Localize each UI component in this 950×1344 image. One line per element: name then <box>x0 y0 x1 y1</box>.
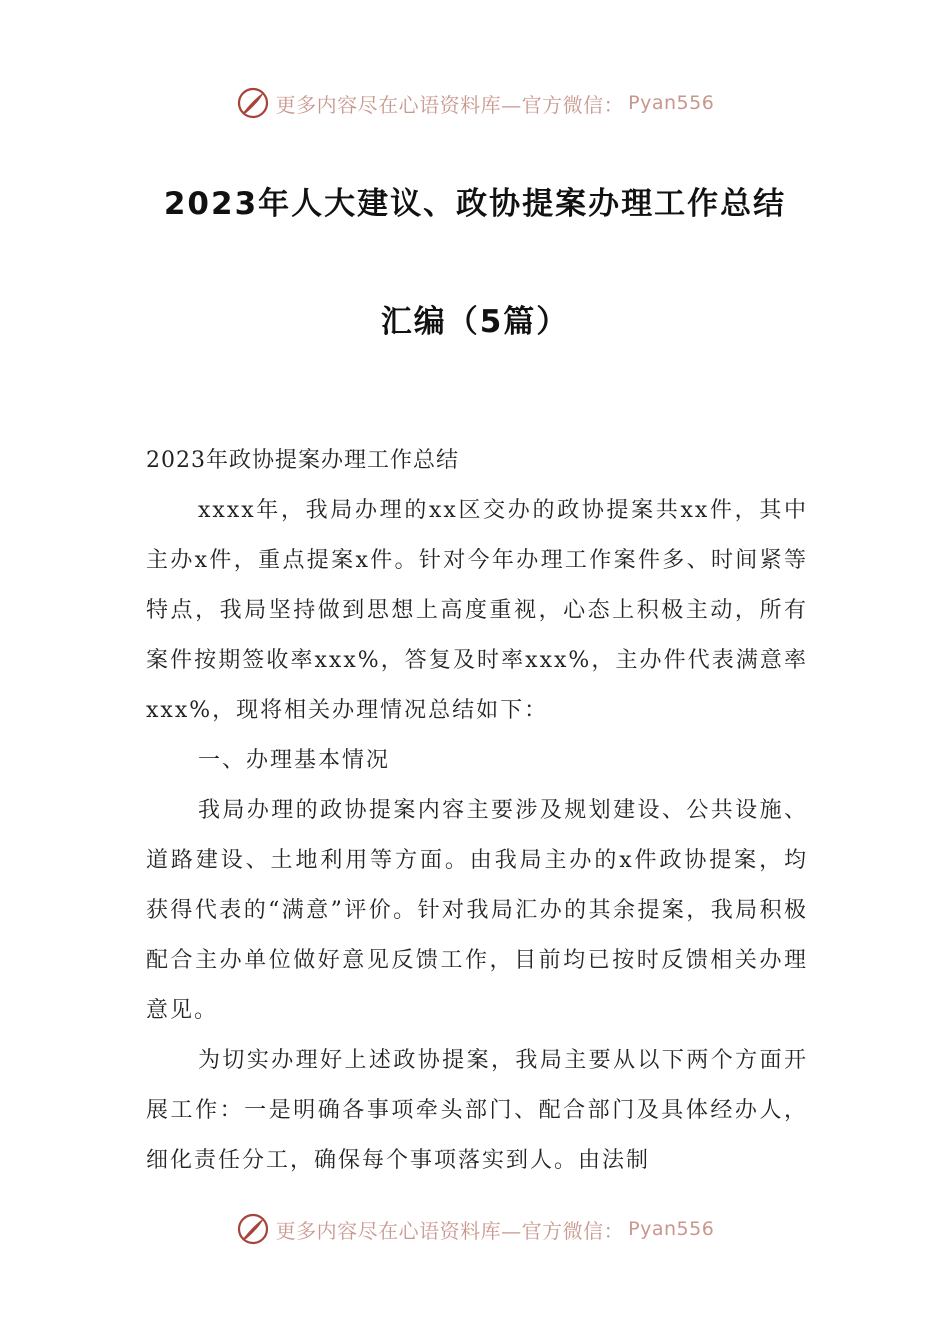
watermark-footer <box>0 1212 950 1246</box>
paragraph-work-measures: 为切实办理好上述政协提案，我局主要从以下两个方面开展工作：一是明确各事项牵头部门、配合部门及具体经办人，细化责任分工，确保每个事项落实到人。由法制 <box>146 1048 808 1173</box>
quill-logo-icon <box>236 1212 270 1246</box>
section-heading: 2023年政协提案办理工作总结 <box>146 448 459 473</box>
watermark-header <box>0 86 950 120</box>
paragraph-basic-situation: 我局办理的政协提案内容主要涉及规划建设、公共设施、道路建设、土地利用等方面。由我局主办的x件政协提案，均获得代表的“满意”评价。针对我局汇办的其余提案，我局积极配合主办单位做好意见反馈工作，目前均已按时反馈相关办理意见。 <box>146 798 808 1023</box>
paragraph-intro: xxxx年，我局办理的xx区交办的政协提案共xx件，其中主办x件，重点提案x件。针对今年办理工作案件多、时间紧等特点，我局坚持做到思想上高度重视，心态上积极主动，所有案件按期签收率xxx%，答复及时率xxx%，主办件代表满意率xxx%，现将相关办理情况总结如下： <box>146 498 808 723</box>
quill-logo-icon <box>236 86 270 120</box>
watermark-wechat-id: Pyan556 <box>628 1218 715 1240</box>
document-body <box>146 436 808 1186</box>
watermark-text: 更多内容尽在心语资料库—官方微信： <box>275 1218 625 1243</box>
watermark-text: 更多内容尽在心语资料库—官方微信： <box>275 92 625 117</box>
document-title-line2: 汇编（5篇） <box>380 304 570 340</box>
document-title-line1: 2023年人大建议、政协提案办理工作总结 <box>163 186 787 222</box>
subheading-basic-situation: 一、办理基本情况 <box>198 748 391 773</box>
watermark-wechat-id: Pyan556 <box>628 92 715 114</box>
